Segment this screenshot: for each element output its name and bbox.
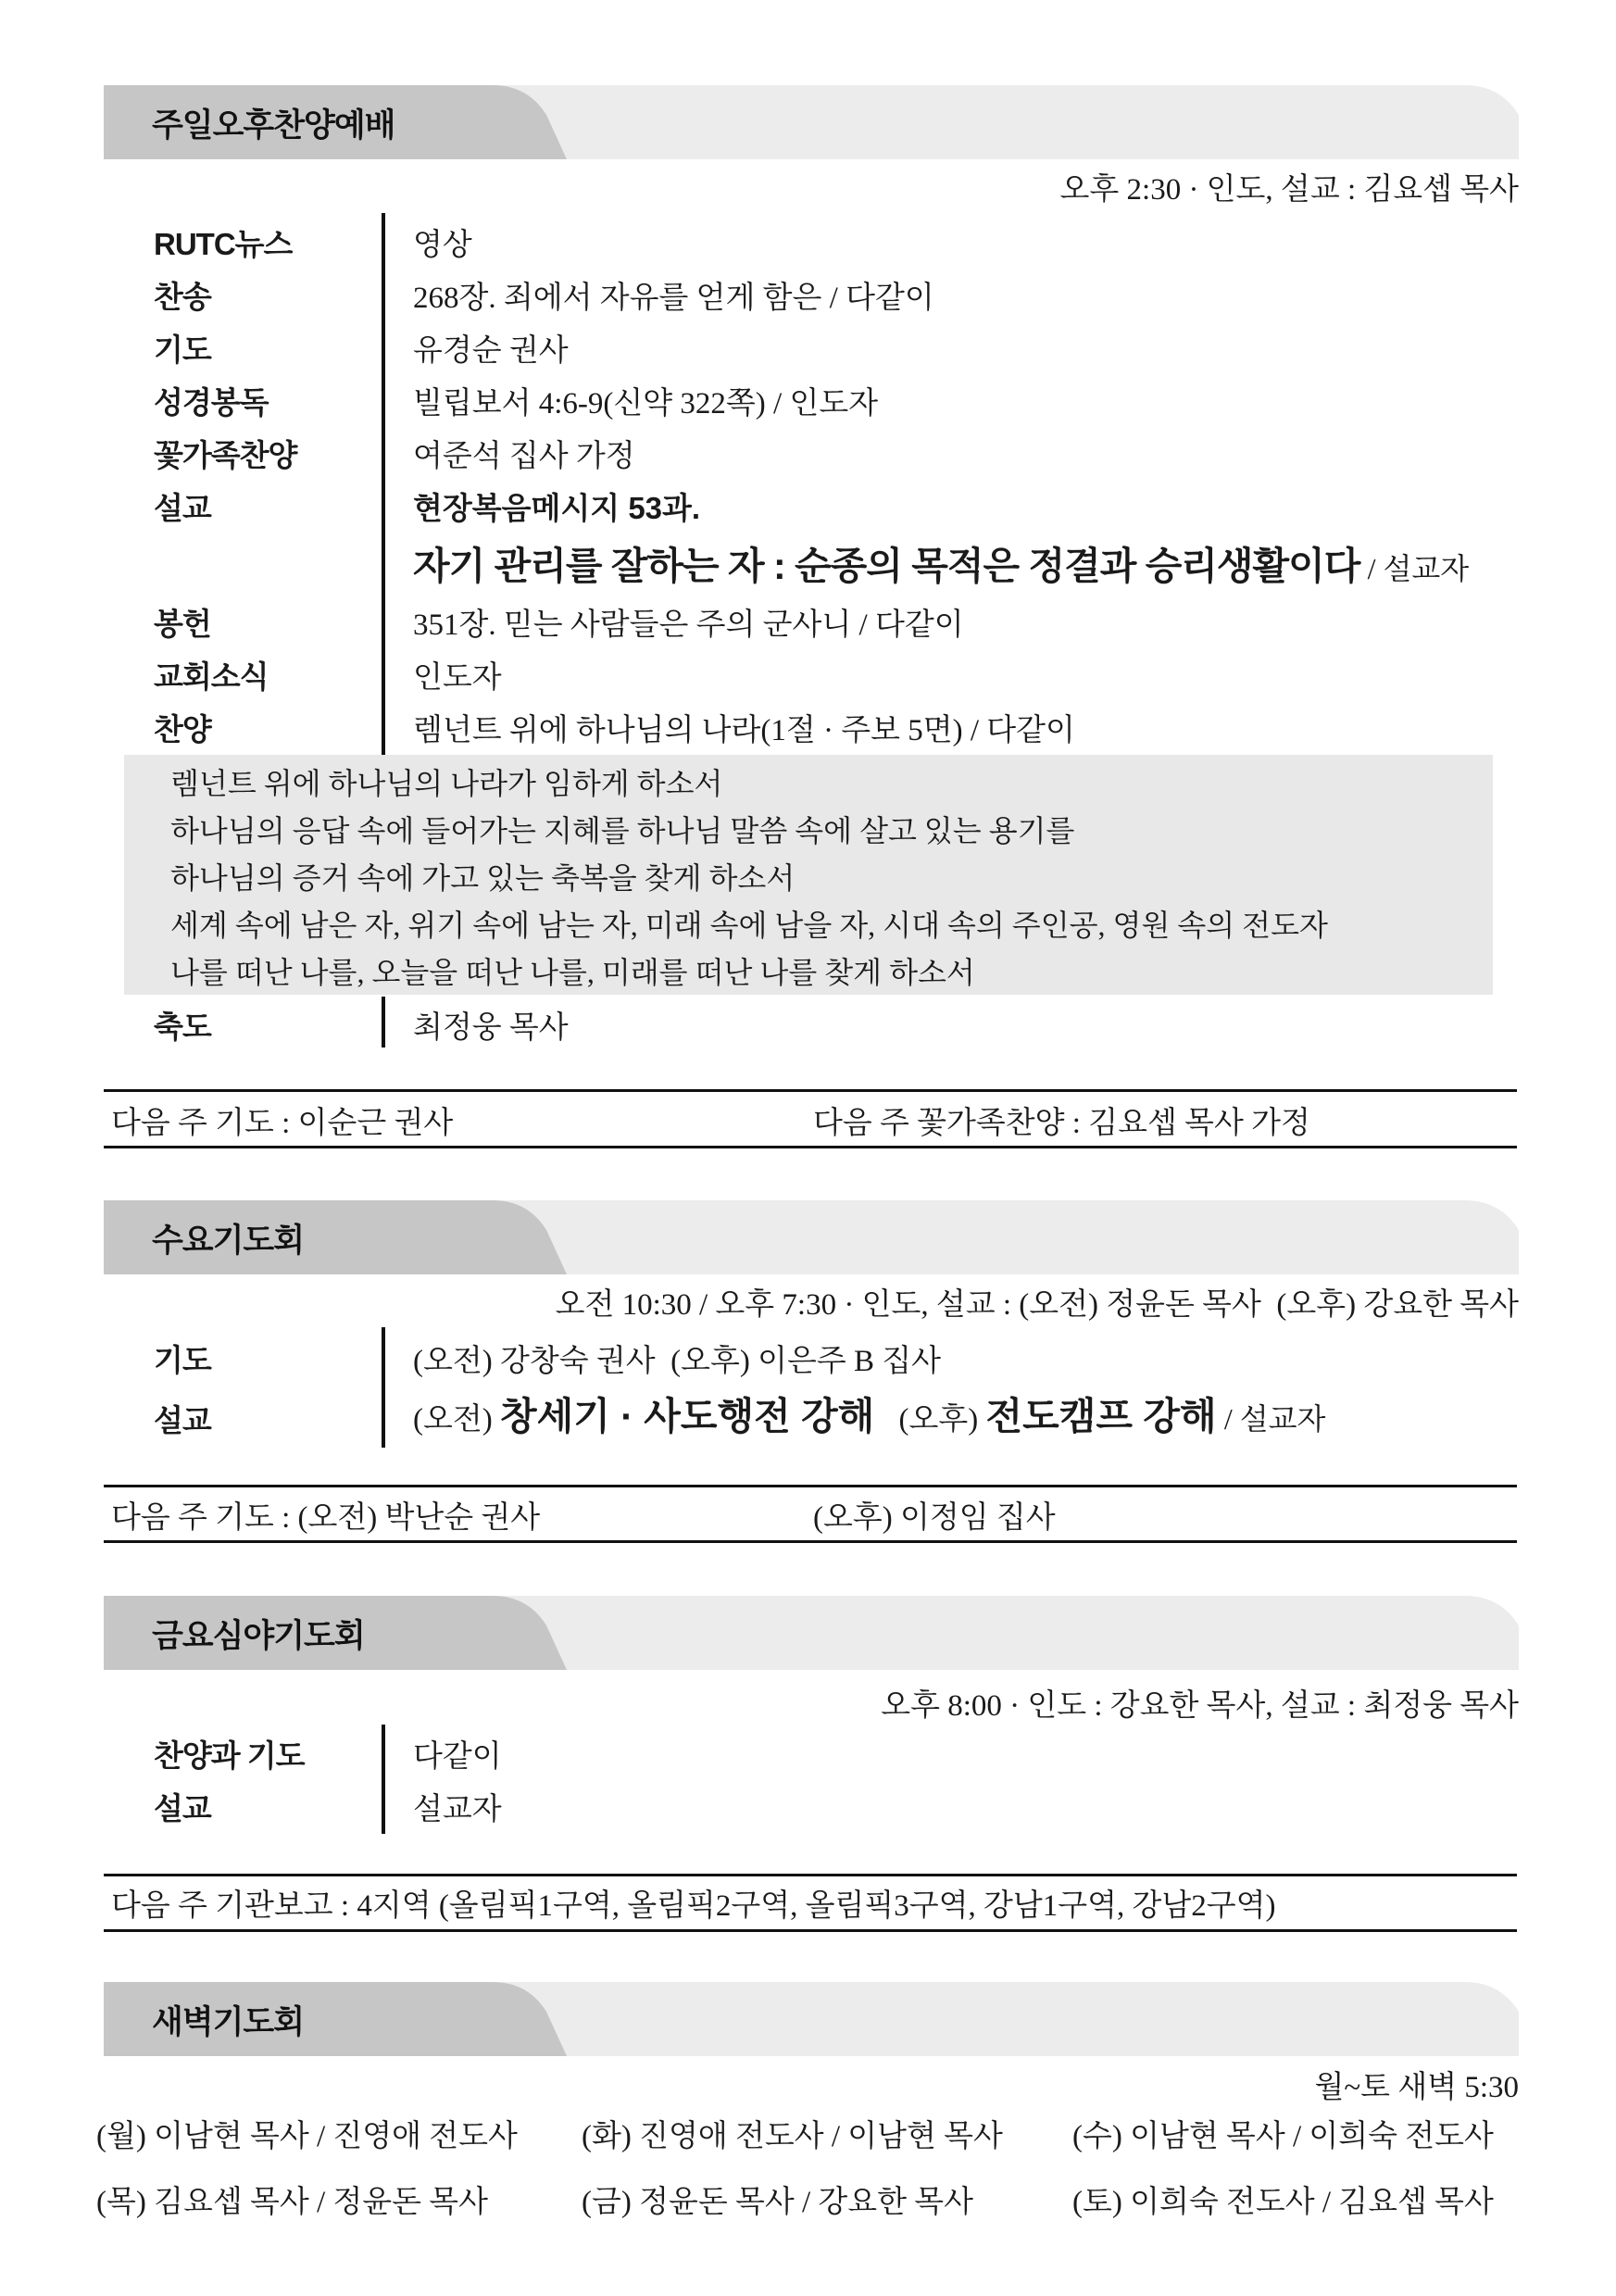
lyric-line: 세계 속에 남은 자, 위기 속에 남는 자, 미래 속에 남을 자, 시대 속의 주인공, 영원 속의 전도자 [170,909,1328,942]
section-meta: 오후 8:00 · 인도 : 강요한 목사, 설교 : 최정웅 목사 [881,1689,1519,1723]
section-header-tab-shape [104,1982,1519,2056]
dawn-schedule-fri: (금) 정윤돈 목사 / 강요한 목사 [582,2186,974,2219]
am-prefix: (오전) [413,1403,493,1437]
row-label: 설교 [154,491,211,525]
next-week-report: 다음 주 기관보고 : 4지역 (올림픽1구역, 올림픽2구역, 올림픽3구역, 강남1구역, 강남2구역) [111,1889,1276,1923]
rule-bottom [104,1146,1517,1148]
divider-bar [382,213,385,755]
row-label: 찬양 [154,712,211,747]
divider-bar [382,1725,385,1834]
row-value: (오전) 강창숙 권사 (오후) 이은주 B 집사 [413,1345,942,1378]
section-title: 수요기도회 [152,1223,305,1259]
rule-top [104,1089,1517,1092]
row-value: 렘넌트 위에 하나님의 나라(1절 · 주보 5면) / 다같이 [413,714,1075,747]
next-week-prayer-am: 다음 주 기도 : (오전) 박난순 권사 [111,1501,541,1535]
row-label: 설교 [154,1403,211,1437]
row-label: 찬송 [154,280,211,314]
sermon-title: 자기 관리를 잘하는 자 : 순종의 목적은 정결과 승리생활이다 [413,545,1360,587]
row-value: 영상 [413,229,472,262]
section-header-friday [104,1596,1519,1670]
divider-bar [382,997,385,1048]
sermon-suffix: / 설교자 [1367,552,1470,585]
row-label: RUTC뉴스 [154,227,293,261]
dawn-schedule-tue: (화) 진영애 전도사 / 이남현 목사 [582,2120,1003,2153]
sermon-suffix: / 설교자 [1223,1402,1326,1436]
section-header-sunday [104,85,1519,159]
pm-prefix: (오후) [898,1403,979,1437]
dawn-schedule-wed: (수) 이남현 목사 / 이희숙 전도사 [1072,2120,1494,2153]
row-label: 찬양과 기도 [154,1738,305,1773]
section-header-dawn [104,1982,1519,2056]
lyric-line: 하나님의 응답 속에 들어가는 지혜를 하나님 말씀 속에 살고 있는 용기를 [170,814,1075,847]
row-value: 여준석 집사 가정 [413,440,635,473]
lyric-line: 렘넌트 위에 하나님의 나라가 임하게 하소서 [170,767,723,800]
rule-top [104,1485,1517,1487]
section-meta: 월~토 새벽 5:30 [1314,2071,1519,2104]
row-label: 봉헌 [154,607,211,641]
row-value: 351장. 믿는 사람들은 주의 군사니 / 다같이 [413,609,964,642]
row-value: 다같이 [413,1740,502,1774]
rule-top [104,1874,1517,1876]
sermon-series: 현장복음메시지 53과. [413,491,701,525]
dawn-schedule-thu: (목) 김요셉 목사 / 정윤돈 목사 [96,2186,489,2219]
pm-sermon-title: 전도캠프 강해 [985,1395,1217,1437]
divider-bar [382,1327,385,1448]
section-header-tab-shape [104,1200,1519,1274]
row-label: 꽃가족찬양 [154,438,297,472]
section-header-wednesday [104,1200,1519,1274]
row-value: 빌립보서 4:6-9(신약 322쪽) / 인도자 [413,387,879,420]
row-value: 유경순 권사 [413,334,569,368]
section-title: 금요심야기도회 [152,1618,365,1654]
row-value: 최정웅 목사 [413,1011,569,1045]
next-week-choir: 다음 주 꽃가족찬양 : 김요셉 목사 가정 [813,1107,1310,1140]
dawn-schedule-sat: (토) 이희숙 전도사 / 김요셉 목사 [1072,2186,1494,2219]
row-label: 기도 [154,1343,211,1377]
dawn-schedule-mon: (월) 이남현 목사 / 진영애 전도사 [96,2120,518,2153]
section-meta: 오전 10:30 / 오후 7:30 · 인도, 설교 : (오전) 정윤돈 목사 (오후) 강요한 목사 [555,1288,1519,1322]
lyric-line: 나를 떠난 나를, 오늘을 떠난 나를, 미래를 떠난 나를 찾게 하소서 [170,956,975,989]
sermon-title-line [413,535,1469,590]
row-value: 설교자 [413,1793,502,1826]
row-label: 교회소식 [154,659,269,694]
row-label: 축도 [154,1010,211,1044]
hymn-lyrics-box [124,755,1493,995]
row-value: 268장. 죄에서 자유를 얻게 함은 / 다같이 [413,282,934,315]
section-title: 주일오후찬양예배 [152,107,395,144]
next-week-prayer: 다음 주 기도 : 이순근 권사 [111,1107,454,1140]
section-meta: 오후 2:30 · 인도, 설교 : 김요셉 목사 [1059,173,1519,207]
row-label: 설교 [154,1791,211,1826]
rule-bottom [104,1540,1517,1543]
rule-bottom [104,1929,1517,1932]
row-label: 기도 [154,332,211,367]
next-week-prayer-pm: (오후) 이정임 집사 [813,1501,1056,1535]
lyric-line: 하나님의 증거 속에 가고 있는 축복을 찾게 하소서 [170,861,795,895]
section-title: 새벽기도회 [152,2004,305,2040]
row-label: 성경봉독 [154,385,269,420]
sermon-line [413,1386,1325,1440]
am-sermon-title: 창세기 · 사도행전 강해 [500,1395,875,1437]
row-value: 인도자 [413,661,502,695]
